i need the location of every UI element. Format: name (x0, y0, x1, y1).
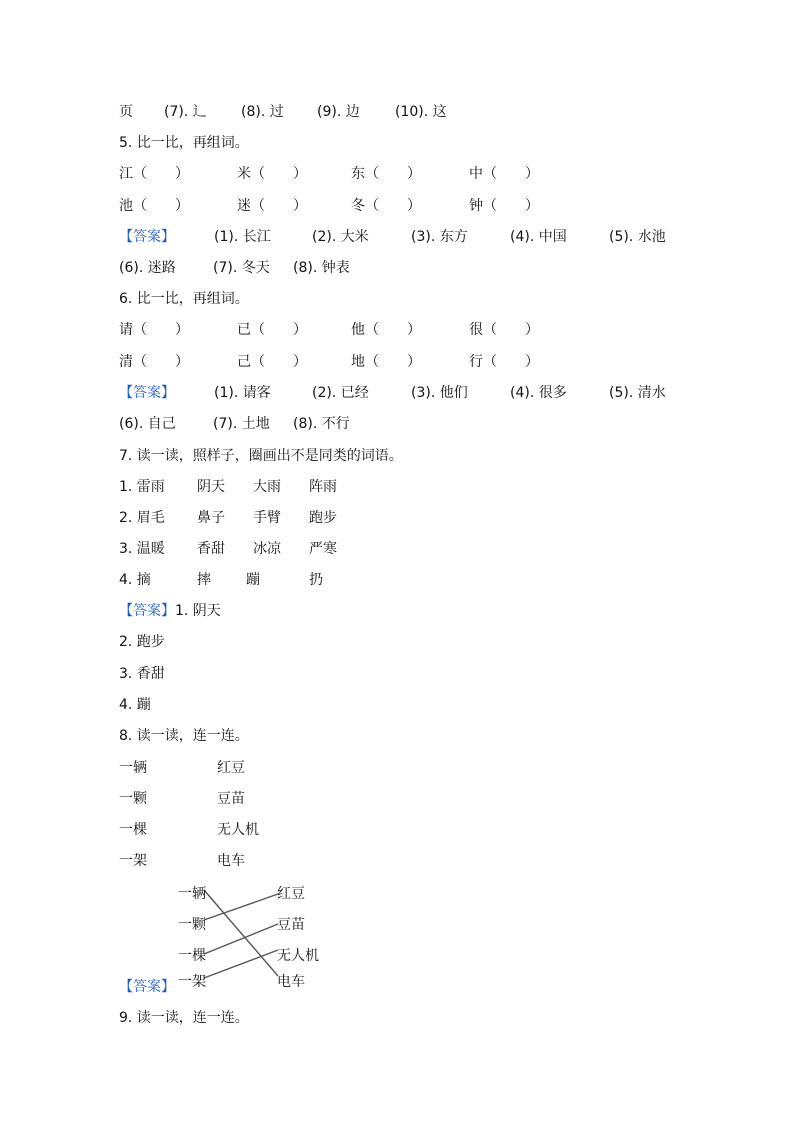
question-7-title: 7. 读一读，照样子，圈画出不是同类的词语。 (119, 448, 403, 464)
answer-item: (7). 土地 (213, 416, 270, 432)
noun-word: 电车 (277, 974, 305, 990)
word-item: 跑步 (309, 510, 337, 526)
question-9-title: 9. 读一读，连一连。 (119, 1010, 249, 1026)
answer-tag: 【答案】 (119, 229, 175, 245)
answer-item: (1). 请客 (214, 385, 271, 401)
question-7-answer-line: 3. 香甜 (119, 666, 165, 682)
noun-word: 豆苗 (277, 917, 305, 933)
noun-word: 红豆 (217, 760, 245, 776)
answer-item: (7). 辶 (164, 104, 207, 120)
matching-diagram (170, 878, 340, 998)
question-7-answer-line: 2. 跑步 (119, 634, 165, 650)
answer-item: (8). 钟表 (293, 260, 350, 276)
word-item: 阵雨 (309, 479, 337, 495)
measure-word: 一架 (119, 853, 147, 869)
noun-word: 红豆 (277, 886, 305, 902)
answer-item: (5). 水池 (609, 229, 666, 245)
answer-item: (3). 东方 (411, 229, 468, 245)
word-item: 4. 摘 (119, 572, 151, 588)
word-blank: 己（ ） (237, 354, 307, 370)
noun-word: 电车 (217, 853, 245, 869)
answer-item: (2). 已经 (312, 385, 369, 401)
word-item: 1. 雷雨 (119, 479, 165, 495)
word-blank: 迷（ ） (237, 198, 307, 214)
answer-item: (1). 长江 (214, 229, 271, 245)
word-blank: 米（ ） (237, 166, 307, 182)
word-item: 香甜 (197, 541, 225, 557)
word-blank: 中（ ） (469, 166, 539, 182)
answer-item: 1. 阴天 (175, 603, 221, 619)
measure-word: 一棵 (178, 948, 206, 964)
answer-item: (6). 迷路 (119, 260, 176, 276)
answer-item: (8). 过 (241, 104, 284, 120)
word-blank: 行（ ） (469, 354, 539, 370)
match-line (204, 890, 278, 976)
word-blank: 很（ ） (469, 322, 539, 338)
word-item: 扔 (309, 572, 323, 588)
measure-word: 一颗 (119, 791, 147, 807)
word-item: 严寒 (309, 541, 337, 557)
measure-word: 一辆 (178, 886, 206, 902)
word-item: 鼻子 (197, 510, 225, 526)
answer-item: (6). 自己 (119, 416, 176, 432)
answer-item: 页 (119, 104, 133, 120)
word-item: 大雨 (253, 479, 281, 495)
word-blank: 地（ ） (351, 354, 421, 370)
answer-item: (2). 大米 (312, 229, 369, 245)
answer-tag: 【答案】 (119, 385, 175, 401)
word-blank: 钟（ ） (469, 198, 539, 214)
answer-item: (4). 中国 (510, 229, 567, 245)
measure-word: 一架 (178, 974, 206, 990)
answer-tag: 【答案】 (119, 979, 175, 995)
match-line (204, 894, 278, 920)
word-item: 摔 (197, 572, 211, 588)
word-item: 手臂 (253, 510, 281, 526)
word-blank: 已（ ） (237, 322, 307, 338)
word-blank: 冬（ ） (351, 198, 421, 214)
question-7-answer-line: 4. 蹦 (119, 697, 151, 713)
measure-word: 一颗 (178, 917, 206, 933)
word-blank: 他（ ） (351, 322, 421, 338)
match-line (204, 924, 278, 954)
answer-item: (9). 边 (317, 104, 360, 120)
word-blank: 清（ ） (119, 354, 189, 370)
word-item: 蹦 (246, 572, 260, 588)
answer-item: (10). 这 (395, 104, 447, 120)
question-6-title: 6. 比一比，再组词。 (119, 291, 249, 307)
answer-item: (4). 很多 (510, 385, 567, 401)
measure-word: 一棵 (119, 822, 147, 838)
answer-item: (5). 清水 (609, 385, 666, 401)
word-blank: 请（ ） (119, 322, 189, 338)
answer-item: (8). 不行 (293, 416, 350, 432)
word-item: 冰凉 (253, 541, 281, 557)
word-item: 2. 眉毛 (119, 510, 165, 526)
question-5-title: 5. 比一比，再组词。 (119, 135, 249, 151)
answer-item: (3). 他们 (411, 385, 468, 401)
measure-word: 一辆 (119, 760, 147, 776)
question-8-title: 8. 读一读，连一连。 (119, 728, 249, 744)
answer-tag: 【答案】 (119, 603, 175, 619)
noun-word: 豆苗 (217, 791, 245, 807)
answer-item: (7). 冬天 (213, 260, 270, 276)
word-item: 3. 温暖 (119, 541, 165, 557)
noun-word: 无人机 (217, 822, 259, 838)
word-blank: 池（ ） (119, 198, 189, 214)
word-blank: 东（ ） (351, 166, 421, 182)
word-item: 阴天 (197, 479, 225, 495)
noun-word: 无人机 (277, 948, 319, 964)
word-blank: 江（ ） (119, 166, 189, 182)
